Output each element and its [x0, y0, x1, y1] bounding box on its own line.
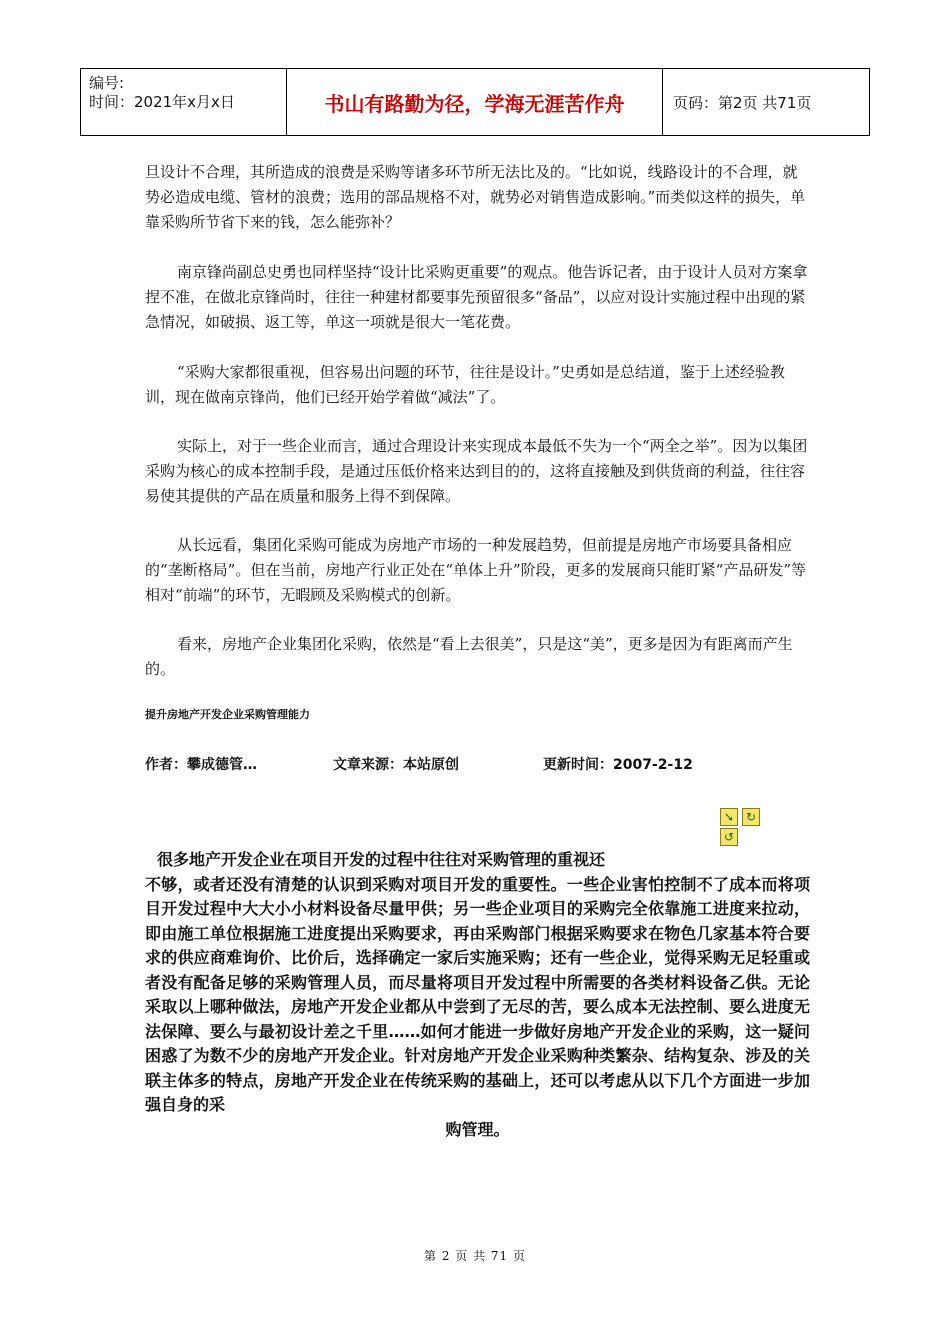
paragraph-1	[145, 160, 810, 235]
page-footer: 第 2 页 共 71 页	[424, 1249, 526, 1263]
paragraph-6	[145, 632, 810, 682]
paragraph-3-text: “采购大家都很重视，但容易出问题的环节，往往是设计。”史勇如是总结道，鉴于上述经验教训，现在做南京锋尚，他们已经开始学着做“减法”了。	[145, 363, 785, 406]
header-page-number: 页码：第2页 共71页	[663, 69, 870, 136]
document-number-label: 编号:	[89, 74, 125, 92]
header-left-cell	[81, 69, 287, 136]
paragraph-2	[145, 260, 810, 335]
link-icon: ↺	[720, 828, 738, 846]
article-body-main: 不够，或者还没有清楚的认识到采购对项目开发的重要性。一些企业害怕控制不了成本而将项目开发过程中大大小小材料设备尽量甲供；另一些企业项目的采购完全依靠施工进度来拉动，即由施工单位根据施工进度提出采购要求，再由采购部门根据采购要求在物色几家基本符合要求的供应商难询价、比价后，选择确定一家后实施采购；还有一些企业，觉得采购无足轻重或者没有配备足够的采购管理人员，而尽量将项目开发过程中所需要的各类材料设备乙供。无论采取以上哪种做法，房地产开发企业都从中尝到了无尽的苦，要么成本无法控制、要么进度无法保障、要么与最初设计差之千里……如何才能进一步做好房地产开发企业的采购，这一疑问困惑了为数不少的房地产开发企业。针对房地产开发企业采购种类繁杂、结构复杂、涉及的关联主体多的特点，房地产开发企业在传统采购的基础上，还可以考虑从以下几个方面进一步加强自身的采	[145, 874, 810, 1114]
page-header	[80, 68, 870, 136]
paragraph-2-text: 南京锋尚副总史勇也同样坚持“设计比采购更重要”的观点。他告诉记者，由于设计人员对方案拿捏不准，在做北京锋尚时，往往一种建材都要事先预留很多“备品”，以应对设计实施过程中出现的紧急情况，如破损、返工等，单这一项就是很大一笔花费。	[145, 263, 808, 331]
header-motto: 书山有路勤为径，学海无涯苦作舟	[287, 69, 663, 136]
article-body-last-line: 购管理。	[445, 1119, 510, 1139]
paragraph-4-text: 实际上，对于一些企业而言，通过合理设计来实现成本最低不失为一个“两全之举”。因为以集团采购为核心的成本控制手段，是通过压低价格来达到目的的，这将直接触及到供货商的利益，往往容易使其提供的产品在质量和服务上得不到保障。	[145, 437, 808, 505]
document-date-label: 时间：2021年x月x日	[89, 93, 235, 111]
article-body	[145, 848, 810, 1142]
article-updated: 更新时间：2007-2-12	[543, 757, 693, 773]
article-title: 提升房地产开发企业采购管理能力	[145, 708, 310, 721]
paragraph-5	[145, 533, 810, 608]
paragraph-6-text: 看来，房地产企业集团化采购，依然是“看上去很美”，只是这“美”，更多是因为有距离而产生的。	[145, 635, 793, 678]
paragraph-5-text: 从长远看，集团化采购可能成为房地产市场的一种发展趋势，但前提是房地产市场要具备相应的“垄断格局”。但在当前，房地产行业正处在“单体上升”阶段，更多的发展商只能盯紧“产品研发”等相对“前端”的环节，无暇顾及采购模式的创新。	[145, 536, 807, 604]
arrow-icon: ➘	[720, 808, 738, 826]
paragraph-3	[145, 360, 810, 410]
article-source: 文章来源：本站原创	[333, 757, 459, 773]
article-author: 作者：攀成德管…	[145, 757, 257, 773]
paragraph-1-text: 旦设计不合理，其所造成的浪费是采购等诸多环节所无法比及的。“比如说，线路设计的不合理，就势必造成电缆、管材的浪费；选用的部品规格不对，就势必对销售造成影响。”而类似这样的损失，单靠采购所节省下来的钱，怎么能弥补？	[145, 163, 806, 231]
article-body-line-1: 很多地产开发企业在项目开发的过程中往往对采购管理的重视还	[157, 850, 606, 869]
ring-icon: ↻	[742, 808, 760, 826]
decorative-icon-group	[720, 808, 768, 848]
paragraph-4	[145, 434, 810, 509]
